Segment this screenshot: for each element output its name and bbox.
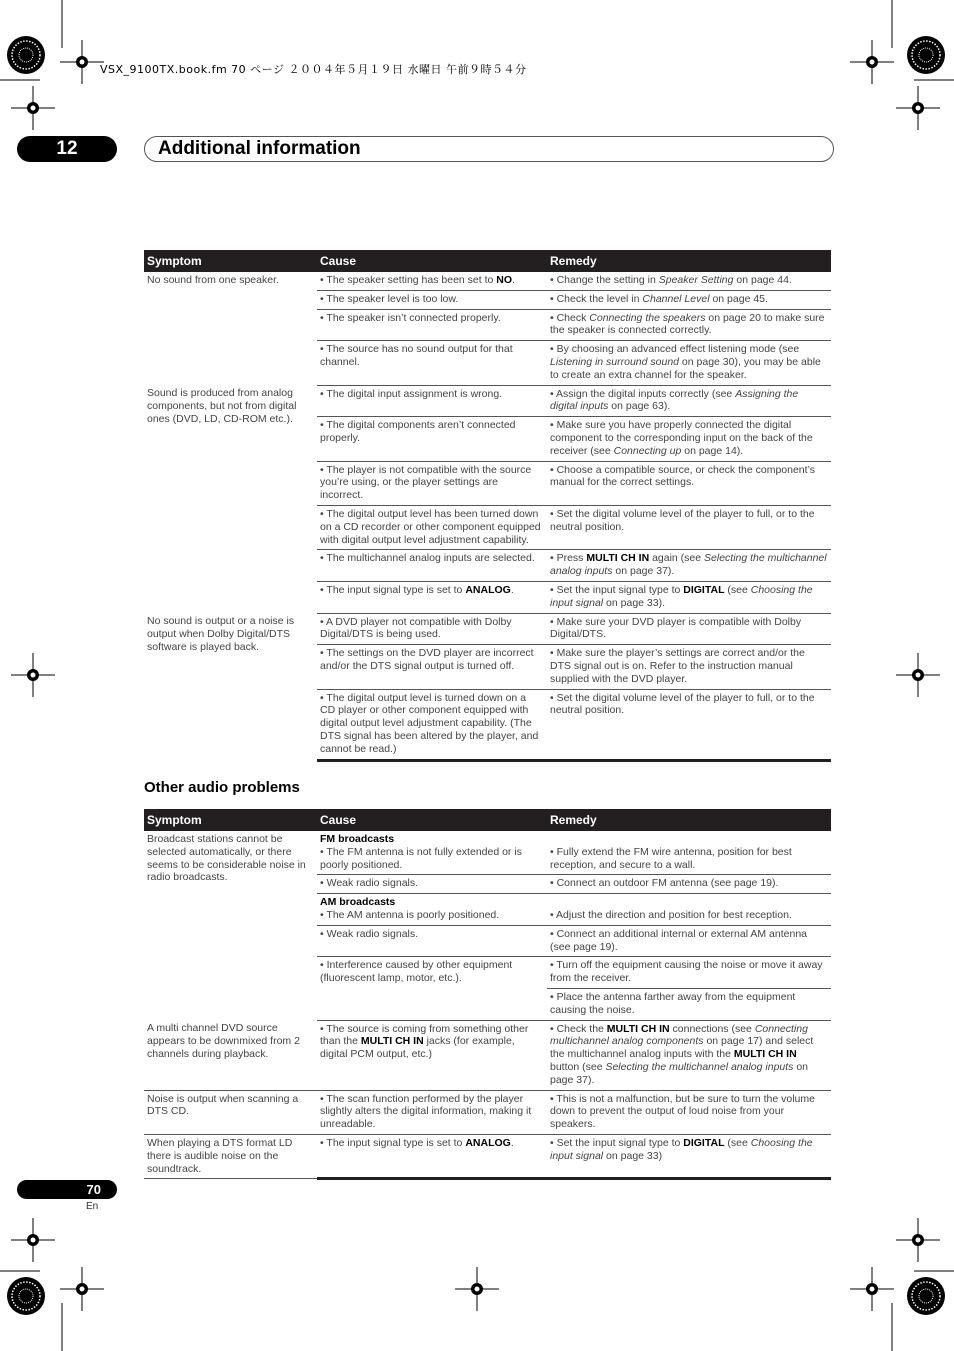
- cause-cell: • The digital input assignment is wrong.: [317, 385, 547, 417]
- remedy-cell: • Set the input signal type to DIGITAL (see Choosing the input signal on page 33).: [547, 581, 831, 613]
- remedy-cell: • Press MULTI CH IN again (see Selecting the multichannel analog inputs on page 37).: [547, 550, 831, 582]
- symptom-header: Symptom: [144, 250, 317, 272]
- cause-cell: AM broadcasts • The AM antenna is poorly positioned.: [317, 894, 547, 926]
- table-row: [144, 1134, 831, 1178]
- table-row: [144, 831, 831, 875]
- symptom-cell: No sound is output or a noise is output when Dolby Digital/DTS software is played back.: [147, 615, 295, 653]
- cause-cell: • Weak radio signals.: [317, 875, 547, 894]
- remedy-cell: • Choose a compatible source, or check the component’s manual for the correct settings.: [547, 461, 831, 505]
- cause-cell: • The source is coming from something other than the MULTI CH IN jacks (for example, digital PCM output, etc.): [317, 1020, 547, 1090]
- cause-cell: • The source has no sound output for that channel.: [317, 341, 547, 385]
- cause-cell: • The speaker level is too low.: [317, 290, 547, 309]
- remedy-header: Remedy: [547, 809, 831, 831]
- cause-cell: • The multichannel analog inputs are selected.: [317, 550, 547, 582]
- remedy-cell: • Check the MULTI CH IN connections (see Connecting multichannel analog components on page 17) and select the multichannel analog inputs with the MULTI CH IN button (see Selecting the multichannel analog inputs on page 37).: [547, 1020, 831, 1090]
- symptom-cell: Broadcast stations cannot be selected automatically, or there seems to be considerable noise in radio broadcasts.: [147, 833, 306, 884]
- table-row: [144, 1020, 831, 1090]
- remedy-cell: • Adjust the direction and position for best reception.: [547, 894, 831, 926]
- remedy-cell: • Set the input signal type to DIGITAL (see Choosing the input signal on page 33): [547, 1134, 831, 1178]
- table-row: [144, 385, 831, 417]
- cause-cell: • The input signal type is set to ANALOG.: [317, 581, 547, 613]
- remedy-cell: • Place the antenna farther away from the equipment causing the noise.: [547, 988, 831, 1020]
- table-row: [144, 272, 831, 290]
- symptom-cell: Noise is output when scanning a DTS CD.: [144, 1090, 317, 1134]
- remedy-cell: • Connect an additional internal or external AM antenna (see page 19).: [547, 925, 831, 957]
- remedy-cell: • Make sure your DVD player is compatible with Dolby Digital/DTS.: [547, 613, 831, 645]
- troubleshooting-table: [144, 250, 831, 762]
- remedy-cell: • Check the level in Channel Level on page 45.: [547, 290, 831, 309]
- remedy-cell: • Make sure you have properly connected the digital component to the corresponding input on the back of the receiver (see Connecting up on page 14).: [547, 417, 831, 461]
- cause-cell: • The digital output level has been turned down on a CD recorder or other component equipped with digital output level adjustment capability.: [317, 505, 547, 549]
- chapter-number: 12: [17, 136, 117, 162]
- remedy-cell: • Check Connecting the speakers on page 20 to make sure the speaker is connected correctly.: [547, 309, 831, 341]
- symptom-cell: Sound is produced from analog components, but not from digital ones (DVD, LD, CD-ROM etc.).: [147, 387, 297, 425]
- section-title: Other audio problems: [144, 779, 300, 796]
- page-language: En: [86, 1201, 99, 1212]
- remedy-cell: • By choosing an advanced effect listening mode (see Listening in surround sound on page 30), you may be able to create an extra channel for the speaker.: [547, 341, 831, 385]
- symptom-cell: No sound from one speaker.: [147, 274, 279, 286]
- cause-cell: • A DVD player not compatible with Dolby Digital/DTS is being used.: [317, 613, 547, 645]
- cause-cell: • Weak radio signals.: [317, 925, 547, 957]
- cause-cell: [317, 988, 547, 1020]
- remedy-cell: • Make sure the player’s settings are correct and/or the DTS signal out is on. Refer to the instruction manual supplied with the DVD player.: [547, 645, 831, 689]
- file-info: VSX_9100TX.book.fm 70 ページ ２００４年５月１９日 水曜日 午前９時５４分: [100, 63, 527, 76]
- cause-cell: • The speaker setting has been set to NO.: [317, 272, 547, 290]
- remedy-cell: • Connect an outdoor FM antenna (see page 19).: [547, 875, 831, 894]
- cause-header: Cause: [317, 250, 547, 272]
- cause-cell: • The settings on the DVD player are incorrect and/or the DTS signal output is turned off.: [317, 645, 547, 689]
- symptom-cell: A multi channel DVD source appears to be downmixed from 2 channels during playback.: [144, 1020, 317, 1090]
- cause-cell: • The digital output level is turned down on a CD player or other component equipped with digital output level adjustment capability. (The DTS signal has been altered by the player, and cannot be read.): [317, 689, 547, 760]
- remedy-cell: • Change the setting in Speaker Setting on page 44.: [547, 272, 831, 290]
- cause-cell: • Interference caused by other equipment (fluorescent lamp, motor, etc.).: [320, 959, 513, 985]
- remedy-cell: • This is not a malfunction, but be sure to turn the volume down to prevent the output of loud noise from your speakers.: [547, 1090, 831, 1134]
- table-row: [144, 613, 831, 645]
- page-number: 70: [17, 1180, 117, 1199]
- remedy-cell: • Assign the digital inputs correctly (see Assigning the digital inputs on page 63).: [547, 385, 831, 417]
- cause-cell: • The speaker isn’t connected properly.: [317, 309, 547, 341]
- cause-header: Cause: [317, 809, 547, 831]
- symptom-header: Symptom: [144, 809, 317, 831]
- cause-cell: • The digital components aren’t connected properly.: [317, 417, 547, 461]
- other-audio-problems-table: [144, 809, 831, 1180]
- symptom-cell: When playing a DTS format LD there is audible noise on the soundtrack.: [144, 1134, 317, 1178]
- table-row: [144, 1090, 831, 1134]
- remedy-header: Remedy: [547, 250, 831, 272]
- remedy-cell: • Set the digital volume level of the player to full, or to the neutral position.: [547, 689, 831, 760]
- cause-cell: • The input signal type is set to ANALOG.: [317, 1134, 547, 1178]
- remedy-cell: • Fully extend the FM wire antenna, position for best reception, and secure to a wall.: [547, 831, 831, 875]
- remedy-cell: • Turn off the equipment causing the noise or move it away from the receiver.: [547, 957, 831, 989]
- cause-cell: • The scan function performed by the player slightly alters the digital information, making it unreadable.: [317, 1090, 547, 1134]
- table-body: [144, 831, 831, 1179]
- cause-cell: • The player is not compatible with the source you’re using, or the player settings are incorrect.: [317, 461, 547, 505]
- remedy-cell: • Set the digital volume level of the player to full, or to the neutral position.: [547, 505, 831, 549]
- cause-cell: FM broadcasts • The FM antenna is not fully extended or is poorly positioned.: [317, 831, 547, 875]
- table-body: [144, 272, 831, 760]
- page-title: Additional information: [158, 138, 361, 159]
